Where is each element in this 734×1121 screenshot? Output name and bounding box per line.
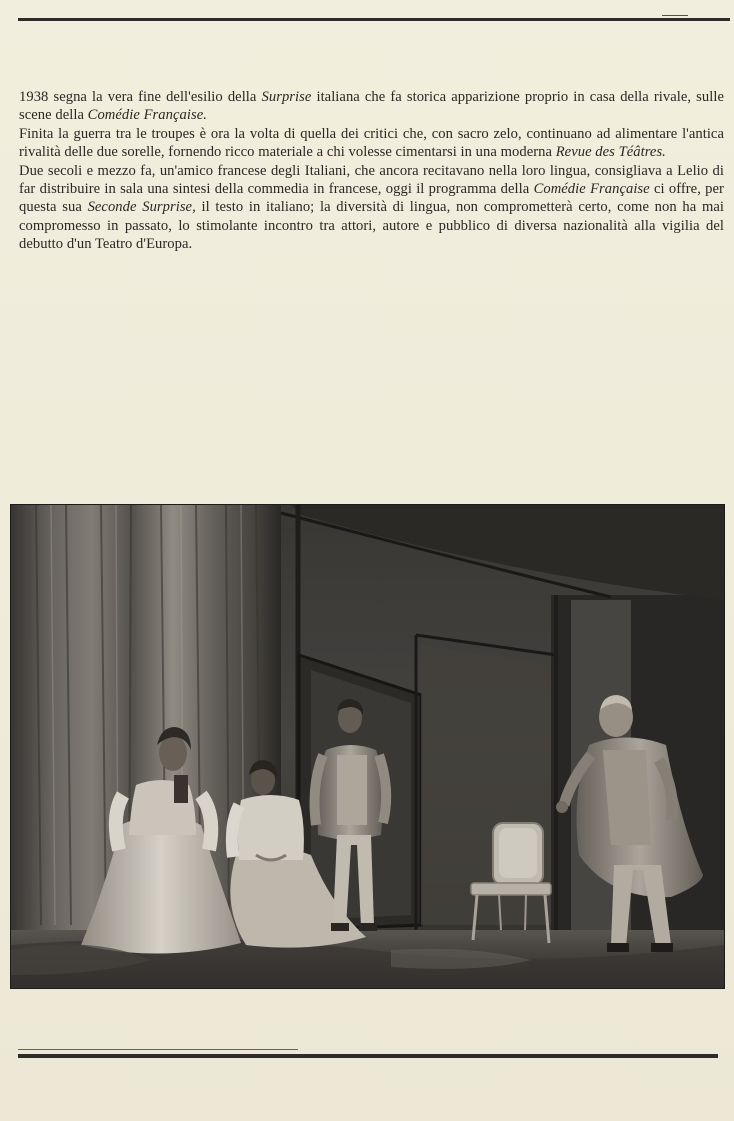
italic-title: Comédie Française. bbox=[87, 107, 207, 124]
text-run: Finita la guerra tra le troupes è ora la volta di quella dei critici che, con sacro zelo, continuano ad alimentare l'antica rivalità delle due sorelle, fornendo ricco materiale a chi volesse cimentarsi in una moderna bbox=[19, 125, 724, 161]
paragraph-3 bbox=[19, 162, 724, 254]
bottom-rule-thin bbox=[18, 1049, 298, 1050]
top-rule-tick bbox=[662, 15, 688, 16]
stage-photograph bbox=[10, 504, 725, 989]
top-rule bbox=[18, 18, 730, 21]
text-run: italiana che fa storica apparizione proprio in casa della rivale, sulle scene della bbox=[19, 89, 724, 124]
italic-title: Revue des Téâtres. bbox=[555, 144, 666, 161]
paragraph-1 bbox=[19, 88, 724, 125]
text-run: ci offre, per questa sua bbox=[19, 181, 724, 216]
paragraph-2 bbox=[19, 125, 724, 162]
italic-title: Surprise bbox=[261, 89, 312, 105]
text-run: Due secoli e mezzo fa, un'amico francese degli Italiani, che ancora recitavano nella loro lingua, consigliava a Lelio di far distribuire in sala una sintesi della commedia in francese, oggi il programma della bbox=[19, 162, 724, 198]
italic-title: Comédie Française bbox=[533, 181, 650, 198]
body-text bbox=[19, 88, 724, 254]
italic-title: Seconde Surprise, bbox=[87, 199, 196, 216]
text-run: 1938 segna la vera fine dell'esilio della bbox=[19, 89, 262, 105]
stage-photo-illustration bbox=[11, 505, 724, 988]
bottom-rule bbox=[18, 1054, 718, 1058]
text-run: il testo in italiano; la diversità di lingua, non comprometterà certo, come non ha mai compromesso in passato, lo stimolante incontro tra attori, autore e pubblico di diversa nazionalità alla vigilia del debutto d'un Teatro d'Europa. bbox=[19, 199, 724, 253]
